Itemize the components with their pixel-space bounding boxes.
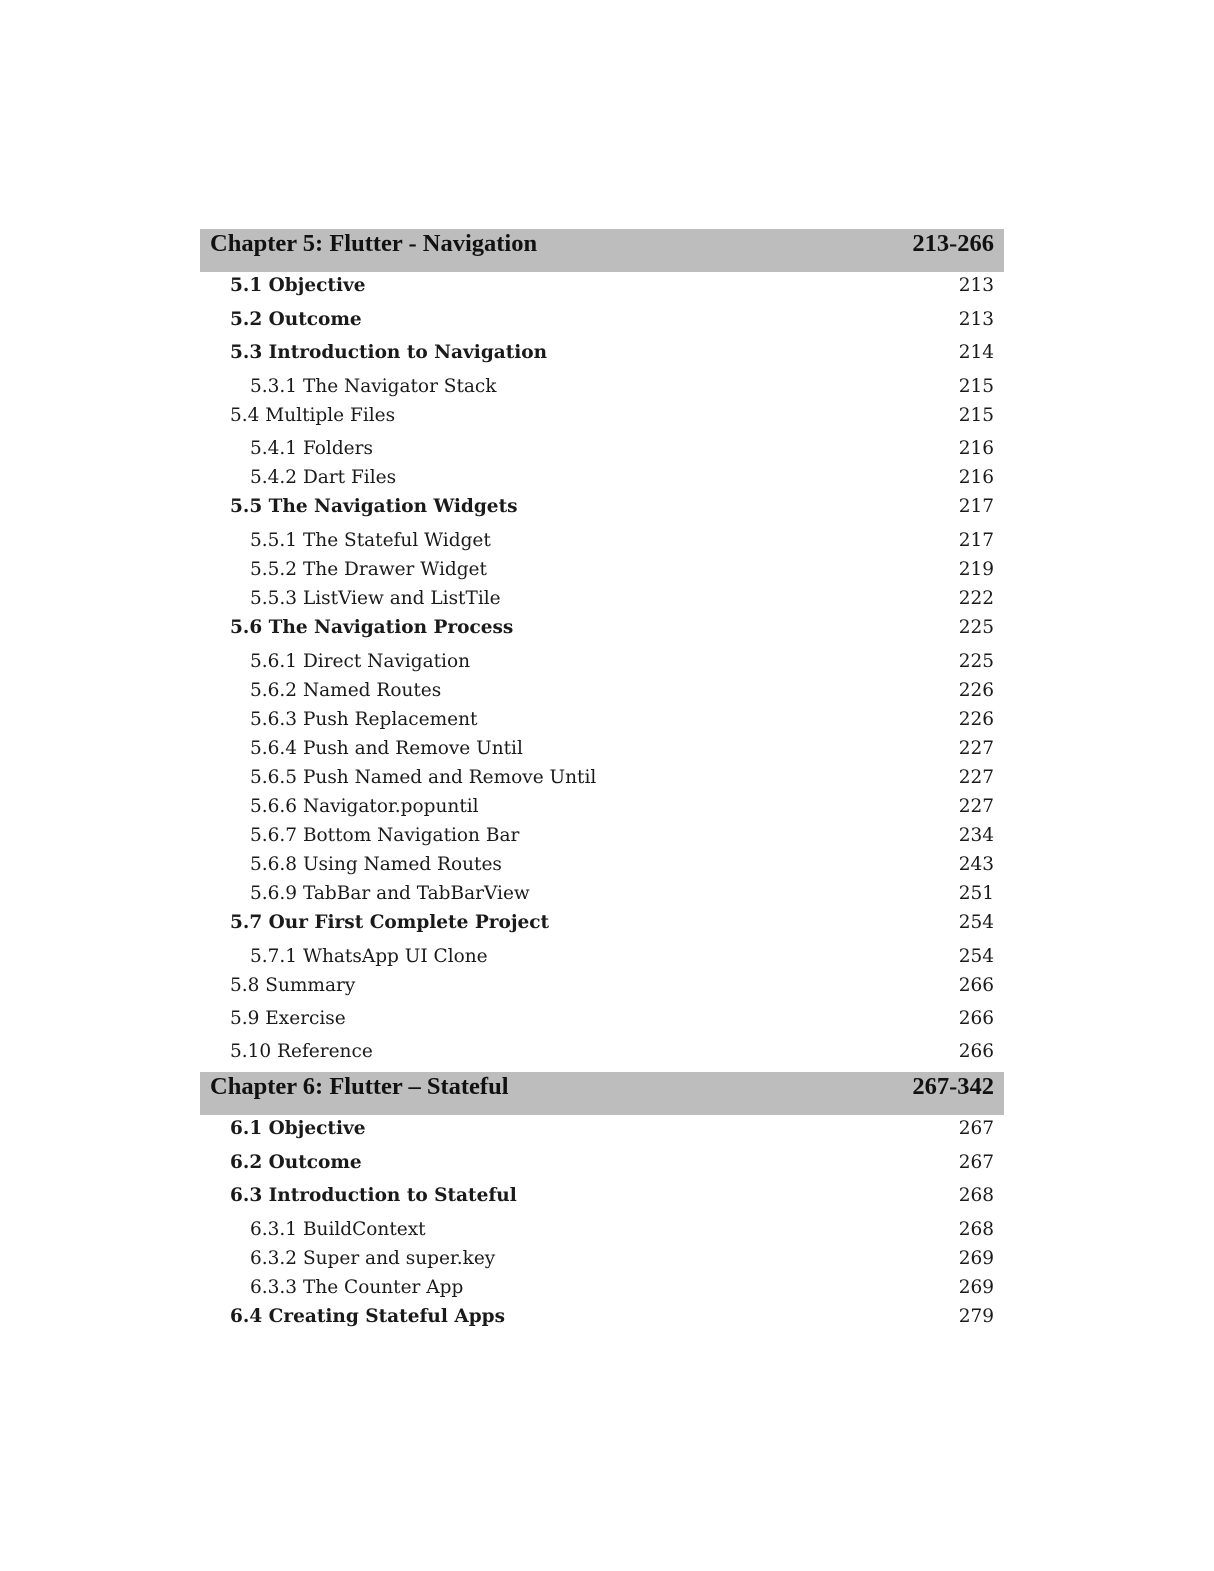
toc-entry[interactable] <box>200 647 1004 676</box>
toc-entry[interactable] <box>200 463 1004 492</box>
entry-page: 226 <box>958 709 994 730</box>
entry-page: 254 <box>958 946 994 967</box>
entry-page: 267 <box>958 1152 994 1173</box>
entry-title: 5.6.4 Push and Remove Until <box>250 738 523 759</box>
toc-entry[interactable] <box>200 372 1004 401</box>
toc-entry[interactable] <box>200 676 1004 705</box>
entry-title: 5.6.5 Push Named and Remove Until <box>250 767 597 788</box>
entry-title: 6.3.3 The Counter App <box>250 1277 464 1298</box>
toc-entry[interactable] <box>200 1114 1004 1143</box>
chapter-pages: 213-266 <box>912 230 994 257</box>
toc-entry[interactable] <box>200 271 1004 300</box>
entry-page: 268 <box>958 1185 994 1206</box>
entry-page: 234 <box>958 825 994 846</box>
toc-entry[interactable] <box>200 734 1004 763</box>
entry-title: 5.3.1 The Navigator Stack <box>250 376 497 397</box>
toc-entry[interactable] <box>200 555 1004 584</box>
entry-title: 5.5.1 The Stateful Widget <box>250 530 491 551</box>
entry-page: 269 <box>958 1277 994 1298</box>
entry-title: 5.8 Summary <box>230 975 356 996</box>
entry-page: 266 <box>958 975 994 996</box>
toc-entry[interactable] <box>200 792 1004 821</box>
entry-page: 216 <box>958 438 994 459</box>
entry-page: 251 <box>958 883 994 904</box>
entry-page: 217 <box>958 496 994 517</box>
entry-page: 222 <box>958 588 994 609</box>
toc-entry[interactable] <box>200 338 1004 367</box>
toc-entry[interactable] <box>200 850 1004 879</box>
toc-entry[interactable] <box>200 763 1004 792</box>
entry-page: 266 <box>958 1041 994 1062</box>
toc-entry[interactable] <box>200 879 1004 908</box>
entry-page: 243 <box>958 854 994 875</box>
entry-title: 5.4.1 Folders <box>250 438 373 459</box>
entry-title: 5.2 Outcome <box>230 309 362 330</box>
entry-page: 227 <box>958 738 994 759</box>
toc-entry[interactable] <box>200 971 1004 1000</box>
entry-page: 227 <box>958 767 994 788</box>
entry-page: 225 <box>958 651 994 672</box>
entry-title: 5.3 Introduction to Navigation <box>230 342 548 363</box>
toc-entry[interactable] <box>200 1037 1004 1066</box>
toc-entry[interactable] <box>200 305 1004 334</box>
entry-title: 5.4 Multiple Files <box>230 405 396 426</box>
entry-title: 5.5.2 The Drawer Widget <box>250 559 487 580</box>
entry-title: 5.7.1 WhatsApp UI Clone <box>250 946 488 967</box>
toc-entry[interactable] <box>200 1181 1004 1210</box>
toc-entry[interactable] <box>200 584 1004 613</box>
entry-title: 6.2 Outcome <box>230 1152 362 1173</box>
entry-title: 5.10 Reference <box>230 1041 373 1062</box>
toc-entry[interactable] <box>200 613 1004 642</box>
entry-page: 226 <box>958 680 994 701</box>
entry-page: 254 <box>958 912 994 933</box>
entry-page: 216 <box>958 467 994 488</box>
toc-entry[interactable] <box>200 1244 1004 1273</box>
chapter-pages: 267-342 <box>912 1073 994 1100</box>
entry-title: 5.9 Exercise <box>230 1008 346 1029</box>
toc-entry[interactable] <box>200 1148 1004 1177</box>
entry-title: 6.3 Introduction to Stateful <box>230 1185 517 1206</box>
entry-title: 6.3.1 BuildContext <box>250 1219 426 1240</box>
toc-entry[interactable] <box>200 492 1004 521</box>
entry-title: 5.1 Objective <box>230 275 366 296</box>
entry-page: 269 <box>958 1248 994 1269</box>
entry-page: 219 <box>958 559 994 580</box>
toc-entry[interactable] <box>200 1302 1004 1331</box>
chapter-title: Chapter 6: Flutter – Stateful <box>210 1073 509 1100</box>
toc-entry[interactable] <box>200 434 1004 463</box>
entry-title: 5.6.8 Using Named Routes <box>250 854 502 875</box>
entry-title: 5.6.9 TabBar and TabBarView <box>250 883 530 904</box>
entry-page: 213 <box>958 275 994 296</box>
entry-title: 6.3.2 Super and super.key <box>250 1248 496 1269</box>
entry-title: 5.7 Our First Complete Project <box>230 912 550 933</box>
toc-entry[interactable] <box>200 942 1004 971</box>
toc-entry[interactable] <box>200 526 1004 555</box>
chapter-title: Chapter 5: Flutter - Navigation <box>210 230 538 257</box>
chapter-6-header[interactable] <box>200 1072 1004 1115</box>
entry-page: 266 <box>958 1008 994 1029</box>
entry-page: 214 <box>958 342 994 363</box>
entry-page: 279 <box>958 1306 994 1327</box>
toc-entry[interactable] <box>200 908 1004 937</box>
entry-page: 227 <box>958 796 994 817</box>
entry-title: 5.6.2 Named Routes <box>250 680 442 701</box>
entry-title: 6.4 Creating Stateful Apps <box>230 1306 505 1327</box>
entry-title: 5.6.7 Bottom Navigation Bar <box>250 825 520 846</box>
entry-page: 268 <box>958 1219 994 1240</box>
entry-title: 5.6.3 Push Replacement <box>250 709 478 730</box>
toc-entry[interactable] <box>200 705 1004 734</box>
toc-entry[interactable] <box>200 401 1004 430</box>
entry-title: 5.6.1 Direct Navigation <box>250 651 471 672</box>
entry-title: 5.6.6 Navigator.popuntil <box>250 796 479 817</box>
entry-title: 5.5 The Navigation Widgets <box>230 496 518 517</box>
entry-page: 217 <box>958 530 994 551</box>
entry-title: 5.4.2 Dart Files <box>250 467 397 488</box>
entry-page: 215 <box>958 405 994 426</box>
toc-entry[interactable] <box>200 1004 1004 1033</box>
toc-entry[interactable] <box>200 1215 1004 1244</box>
entry-page: 225 <box>958 617 994 638</box>
toc-entry[interactable] <box>200 1273 1004 1302</box>
toc-entry[interactable] <box>200 821 1004 850</box>
entry-page: 215 <box>958 376 994 397</box>
chapter-5-header[interactable] <box>200 229 1004 272</box>
entry-page: 267 <box>958 1118 994 1139</box>
entry-title: 5.6 The Navigation Process <box>230 617 514 638</box>
entry-title: 6.1 Objective <box>230 1118 366 1139</box>
entry-page: 213 <box>958 309 994 330</box>
entry-title: 5.5.3 ListView and ListTile <box>250 588 501 609</box>
